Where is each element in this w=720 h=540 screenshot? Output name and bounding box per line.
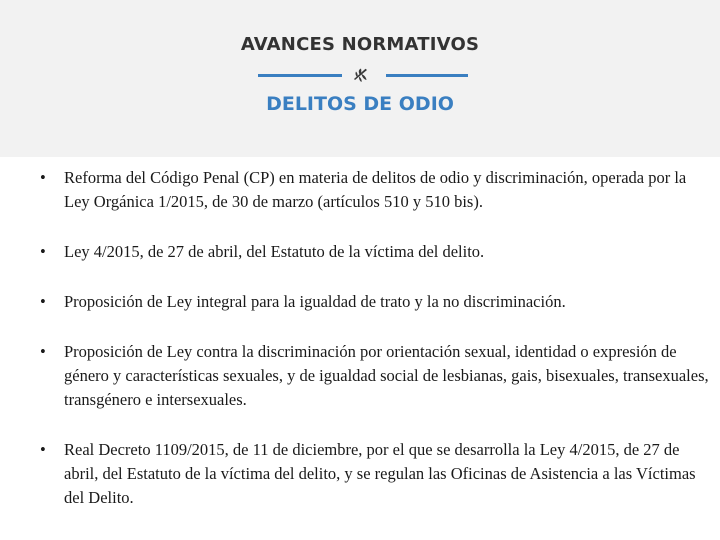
list-item [36,240,716,264]
bullet-marker: • [40,440,46,459]
slide-title: AVANCES NORMATIVOS [240,34,480,55]
list-item [36,438,716,510]
slide-header [0,0,720,157]
title-divider [0,64,720,86]
bullet-marker: • [40,168,46,187]
bullet-marker: • [40,292,46,311]
list-item-text: Real Decreto 1109/2015, de 11 de diciembre, por el que se desarrolla la Ley 4/2015, de 27 de abril, del Estatuto de la víctima del delito, y se regulan las Oficinas de Asistencia a las Víctimas del Delito. [64,440,696,507]
bullet-list [36,166,716,536]
slide-subtitle: DELITOS DE ODIO [266,93,454,115]
list-item-text: Proposición de Ley contra la discriminación por orientación sexual, identidad o expresión de género y características sexuales, y de igualdad social de lesbianas, gais, bisexuales, transexuales, transgénero e intersexuales. [64,342,709,409]
list-item-text: Ley 4/2015, de 27 de abril, del Estatuto de la víctima del delito. [64,242,485,261]
list-item [36,166,716,214]
list-item [36,340,716,412]
divider-line-left [258,74,342,77]
bullet-marker: • [40,342,46,361]
leaf-ornament-icon [351,65,371,85]
bullet-marker: • [40,242,46,261]
list-item-text: Proposición de Ley integral para la igualdad de trato y la no discriminación. [64,292,566,311]
list-item-text: Reforma del Código Penal (CP) en materia de delitos de odio y discriminación, operada por la Ley Orgánica 1/2015, de 30 de marzo (artículos 510 y 510 bis). [64,168,687,211]
list-item [36,290,716,314]
divider-line-right [386,74,468,77]
